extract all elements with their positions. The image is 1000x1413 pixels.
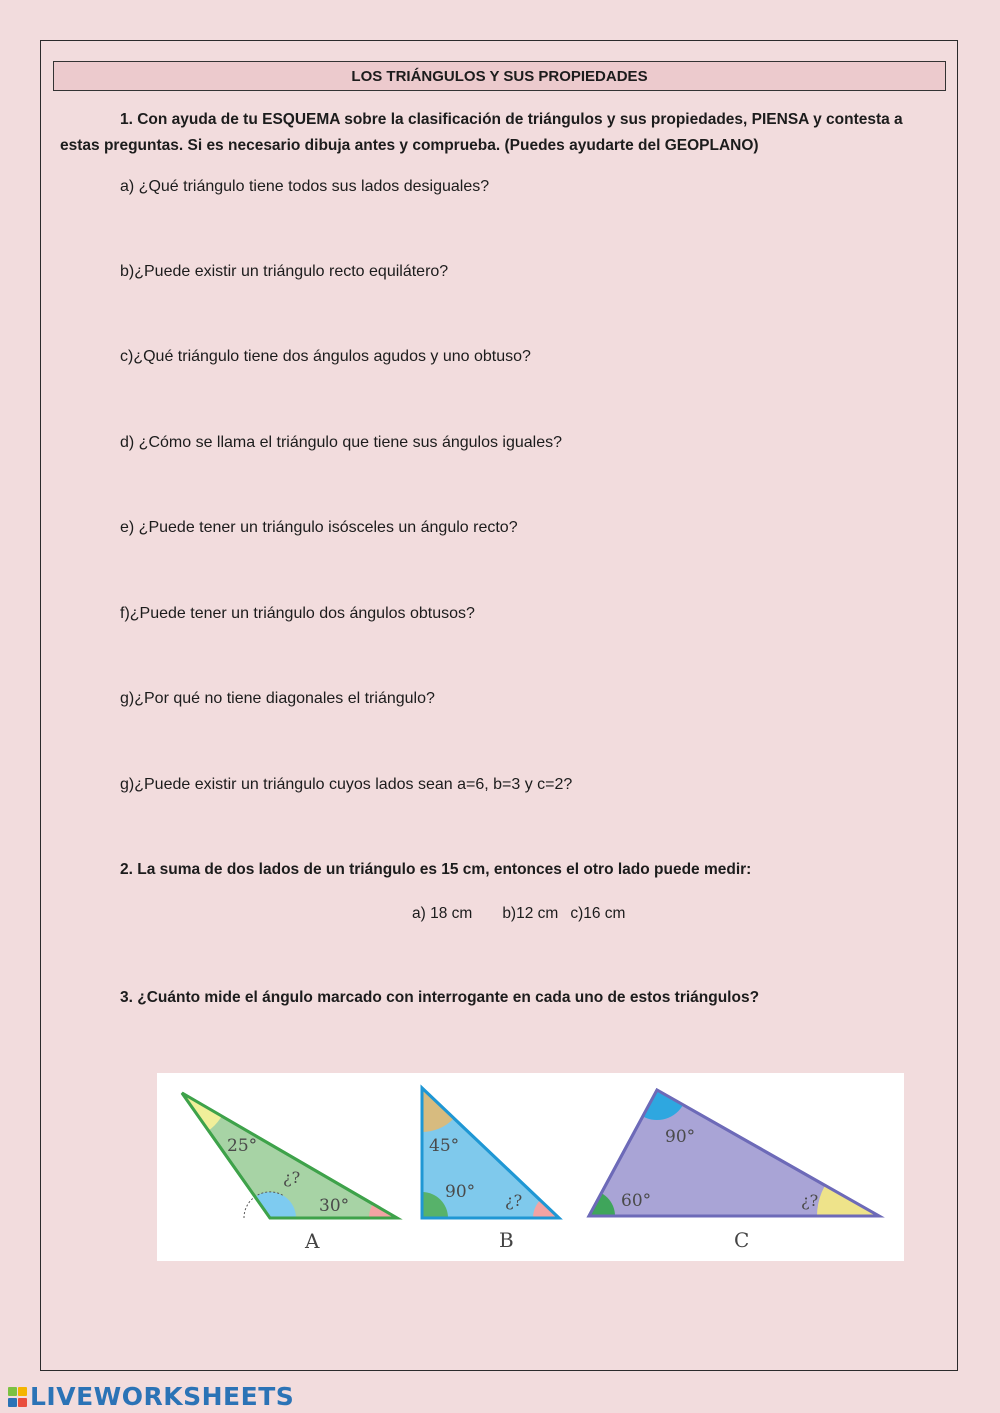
- triangle-b-angle-3: ¿?: [505, 1191, 523, 1210]
- triangle-c-angle-1: 90°: [665, 1127, 696, 1147]
- question-b: b)¿Puede existir un triángulo recto equilátero?: [120, 263, 449, 280]
- triangle-a-angle-1: 25°: [227, 1136, 258, 1156]
- triangle-b-label: B: [499, 1228, 514, 1252]
- triangles-figure: [157, 1073, 904, 1261]
- question-c: c)¿Qué triángulo tiene dos ángulos agudos y uno obtuso?: [120, 348, 531, 365]
- triangle-c-angle-3: ¿?: [801, 1191, 819, 1210]
- triangle-c-label: C: [734, 1228, 750, 1252]
- triangle-a: [157, 1073, 425, 1253]
- section-3-text: 3. ¿Cuánto mide el ángulo marcado con interrogante en cada uno de estos triángulos?: [120, 989, 760, 1006]
- section-1-intro: 1. Con ayuda de tu ESQUEMA sobre la clasificación de triángulos y sus propiedades, PIENSA y contesta a estas preguntas. Si es necesario dibuja antes y comprueba. (Puedes ayudarte del GEOPLANO): [60, 111, 903, 154]
- question-a: a) ¿Qué triángulo tiene todos sus lados desiguales?: [120, 178, 490, 195]
- triangle-c-angle-2: 60°: [621, 1191, 652, 1211]
- section-2-options: [412, 905, 625, 923]
- triangle-a-angle-2: ¿?: [283, 1168, 301, 1187]
- logo-blocks-icon: [8, 1386, 28, 1408]
- logo-text: LIVEWORKSHEETS: [30, 1382, 295, 1411]
- question-e: e) ¿Puede tener un triángulo isósceles un ángulo recto?: [120, 519, 518, 536]
- triangle-a-angle-3: 30°: [319, 1196, 350, 1216]
- option-b: b)12 cm: [502, 905, 559, 922]
- option-c: c)16 cm: [570, 905, 626, 922]
- section-2-text: 2. La suma de dos lados de un triángulo es 15 cm, entonces el otro lado puede medir:: [120, 861, 752, 878]
- triangles-svg: [157, 1073, 904, 1261]
- triangle-b: [378, 1073, 585, 1252]
- question-g2: g)¿Puede existir un triángulo cuyos lados sean a=6, b=3 y c=2?: [120, 776, 573, 793]
- liveworksheets-logo: [8, 1382, 294, 1411]
- worksheet-title: [53, 61, 946, 91]
- triangle-b-angle-2: 90°: [445, 1182, 476, 1202]
- option-spacer: [558, 905, 570, 923]
- question-d: d) ¿Cómo se llama el triángulo que tiene sus ángulos iguales?: [120, 434, 563, 451]
- question-f: f)¿Puede tener un triángulo dos ángulos obtusos?: [120, 605, 475, 622]
- triangle-c: [563, 1073, 904, 1261]
- option-a: a) 18 cm: [412, 905, 473, 922]
- triangle-b-angle-1: 45°: [429, 1136, 460, 1156]
- triangle-a-label: A: [305, 1229, 320, 1253]
- worksheet-title-text: LOS TRIÁNGULOS Y SUS PROPIEDADES: [351, 67, 648, 85]
- question-g: g)¿Por qué no tiene diagonales el triángulo?: [120, 690, 435, 707]
- option-spacer: [472, 905, 502, 923]
